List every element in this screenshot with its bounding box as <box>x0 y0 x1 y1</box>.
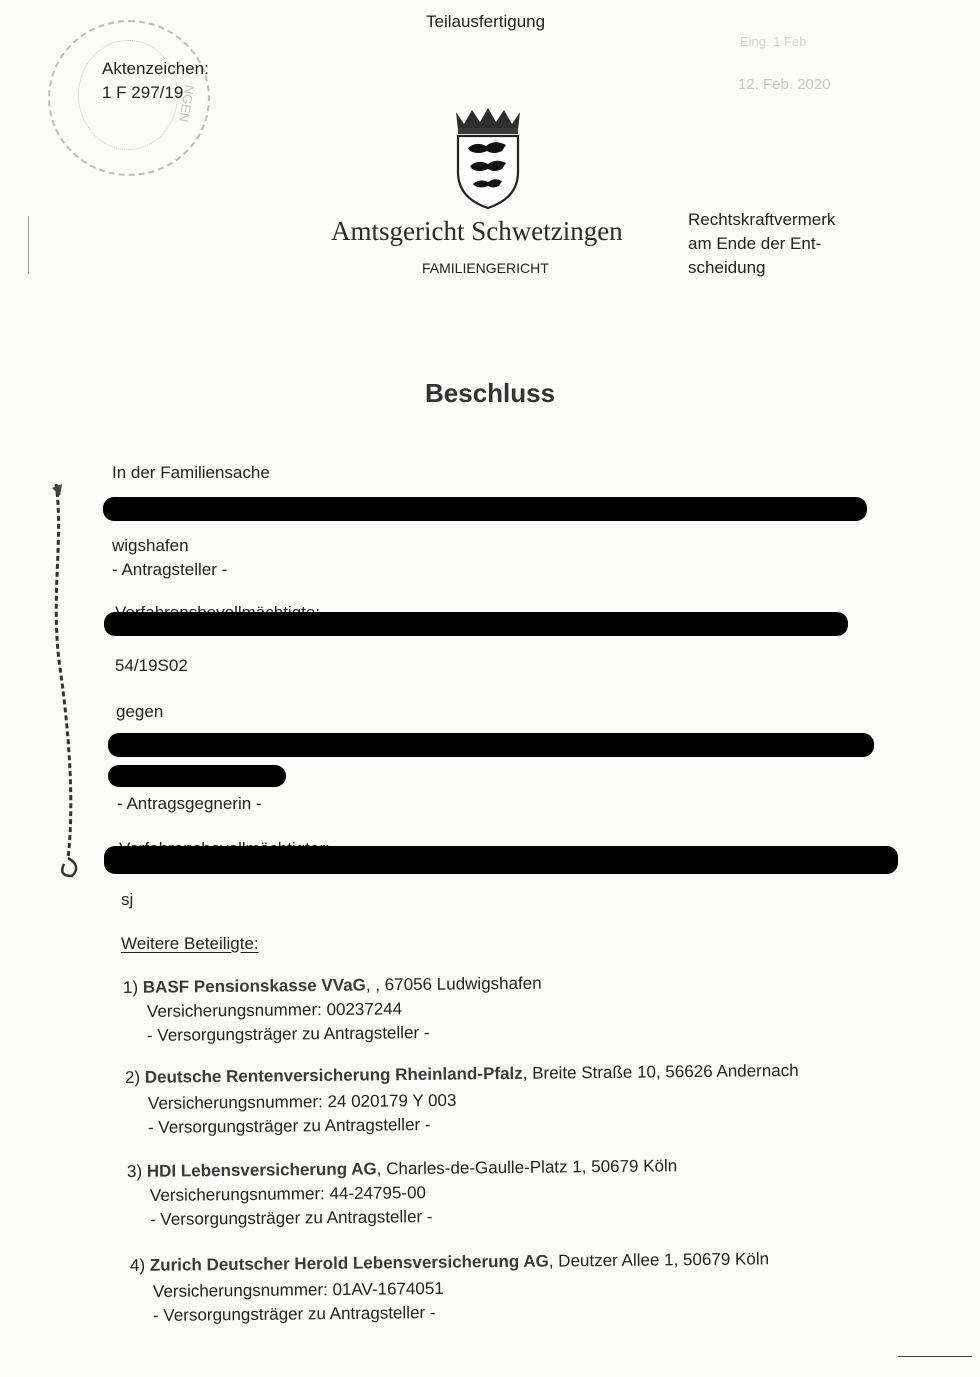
party-name: HDI Lebensversicherung AG <box>146 1159 377 1181</box>
party-address: , Breite Straße 10, 56626 Andernach <box>522 1060 799 1083</box>
party-address: , , 67056 Ludwigshafen <box>365 973 542 995</box>
counsel2-ref: sj <box>121 890 134 909</box>
rechtskraft-note-line3: scheidung <box>688 258 766 277</box>
party-name: BASF Pensionskasse VVaG <box>142 975 366 997</box>
party-3-role: - Versorgungsträger zu Antragsteller - <box>149 1207 433 1229</box>
court-name: Amtsgericht Schwetzingen <box>331 216 623 246</box>
scan-edge-line <box>898 1356 972 1357</box>
redaction-bar <box>104 846 898 874</box>
party-1-insurance: Versicherungsnummer: 00237244 <box>146 999 403 1021</box>
party-number: 4) <box>129 1255 146 1275</box>
redaction-bar <box>103 497 867 521</box>
party-1-role: - Versorgungsträger zu Antragsteller - <box>146 1023 430 1045</box>
party-number: 3) <box>126 1161 143 1181</box>
applicant-city-fragment: wigshafen <box>112 536 189 555</box>
binding-thread-icon <box>44 478 94 893</box>
redaction-bar <box>108 765 286 787</box>
party-3-line <box>127 1156 677 1182</box>
party-address: , Charles-de-Gaulle-Platz 1, 50679 Köln <box>376 1156 678 1179</box>
applicant-role: - Antragsteller - <box>112 560 228 579</box>
party-3-insurance: Versicherungsnummer: 44-24795-00 <box>149 1183 427 1205</box>
party-1-line <box>123 974 542 998</box>
party-address: , Deutzer Allee 1, 50679 Köln <box>548 1249 770 1271</box>
margin-mark <box>28 216 29 274</box>
received-stamp-line2: 12. Feb. 2020 <box>738 76 831 93</box>
document-title: Beschluss <box>425 378 556 408</box>
other-parties-heading: Weitere Beteiligte: <box>121 934 259 953</box>
party-2-insurance: Versicherungsnummer: 24 020179 Y 003 <box>147 1090 457 1113</box>
party-4-role: - Versorgungsträger zu Antragsteller - <box>152 1303 436 1325</box>
party-name: Zurich Deutscher Herold Lebensversicherung AG <box>149 1251 549 1275</box>
intro-text: In der Familiensache <box>112 463 270 482</box>
party-4-insurance: Versicherungsnummer: 01AV-1674051 <box>152 1278 444 1301</box>
redaction-bar <box>108 733 874 757</box>
party-2-role: - Versorgungsträger zu Antragsteller - <box>147 1115 431 1137</box>
party-number: 1) <box>122 977 139 997</box>
counsel1-ref: 54/19S02 <box>115 656 188 675</box>
aktenzeichen-label: Aktenzeichen: <box>102 59 209 78</box>
party-name: Deutsche Rentenversicherung Rheinland-Pfalz <box>144 1063 523 1087</box>
copy-type-label: Teilausfertigung <box>426 12 546 31</box>
respondent-role: - Antragsgegnerin - <box>117 794 262 813</box>
party-4-line <box>130 1249 769 1276</box>
party-number: 2) <box>124 1067 141 1087</box>
rechtskraft-note-line1: Rechtskraftvermerk <box>688 210 836 229</box>
aktenzeichen-value: 1 F 297/19 <box>102 83 184 102</box>
coat-of-arms-icon <box>448 106 528 215</box>
received-stamp-line1: Eing. 1 Feb <box>740 34 807 49</box>
court-division: FAMILIENGERICHT <box>422 260 549 276</box>
redaction-bar <box>104 612 848 636</box>
stamp-text-vertical: NGEN <box>176 83 198 124</box>
rechtskraft-note-line2: am Ende der Ent- <box>688 234 822 253</box>
party-2-line <box>125 1061 799 1088</box>
versus-text: gegen <box>116 702 164 721</box>
